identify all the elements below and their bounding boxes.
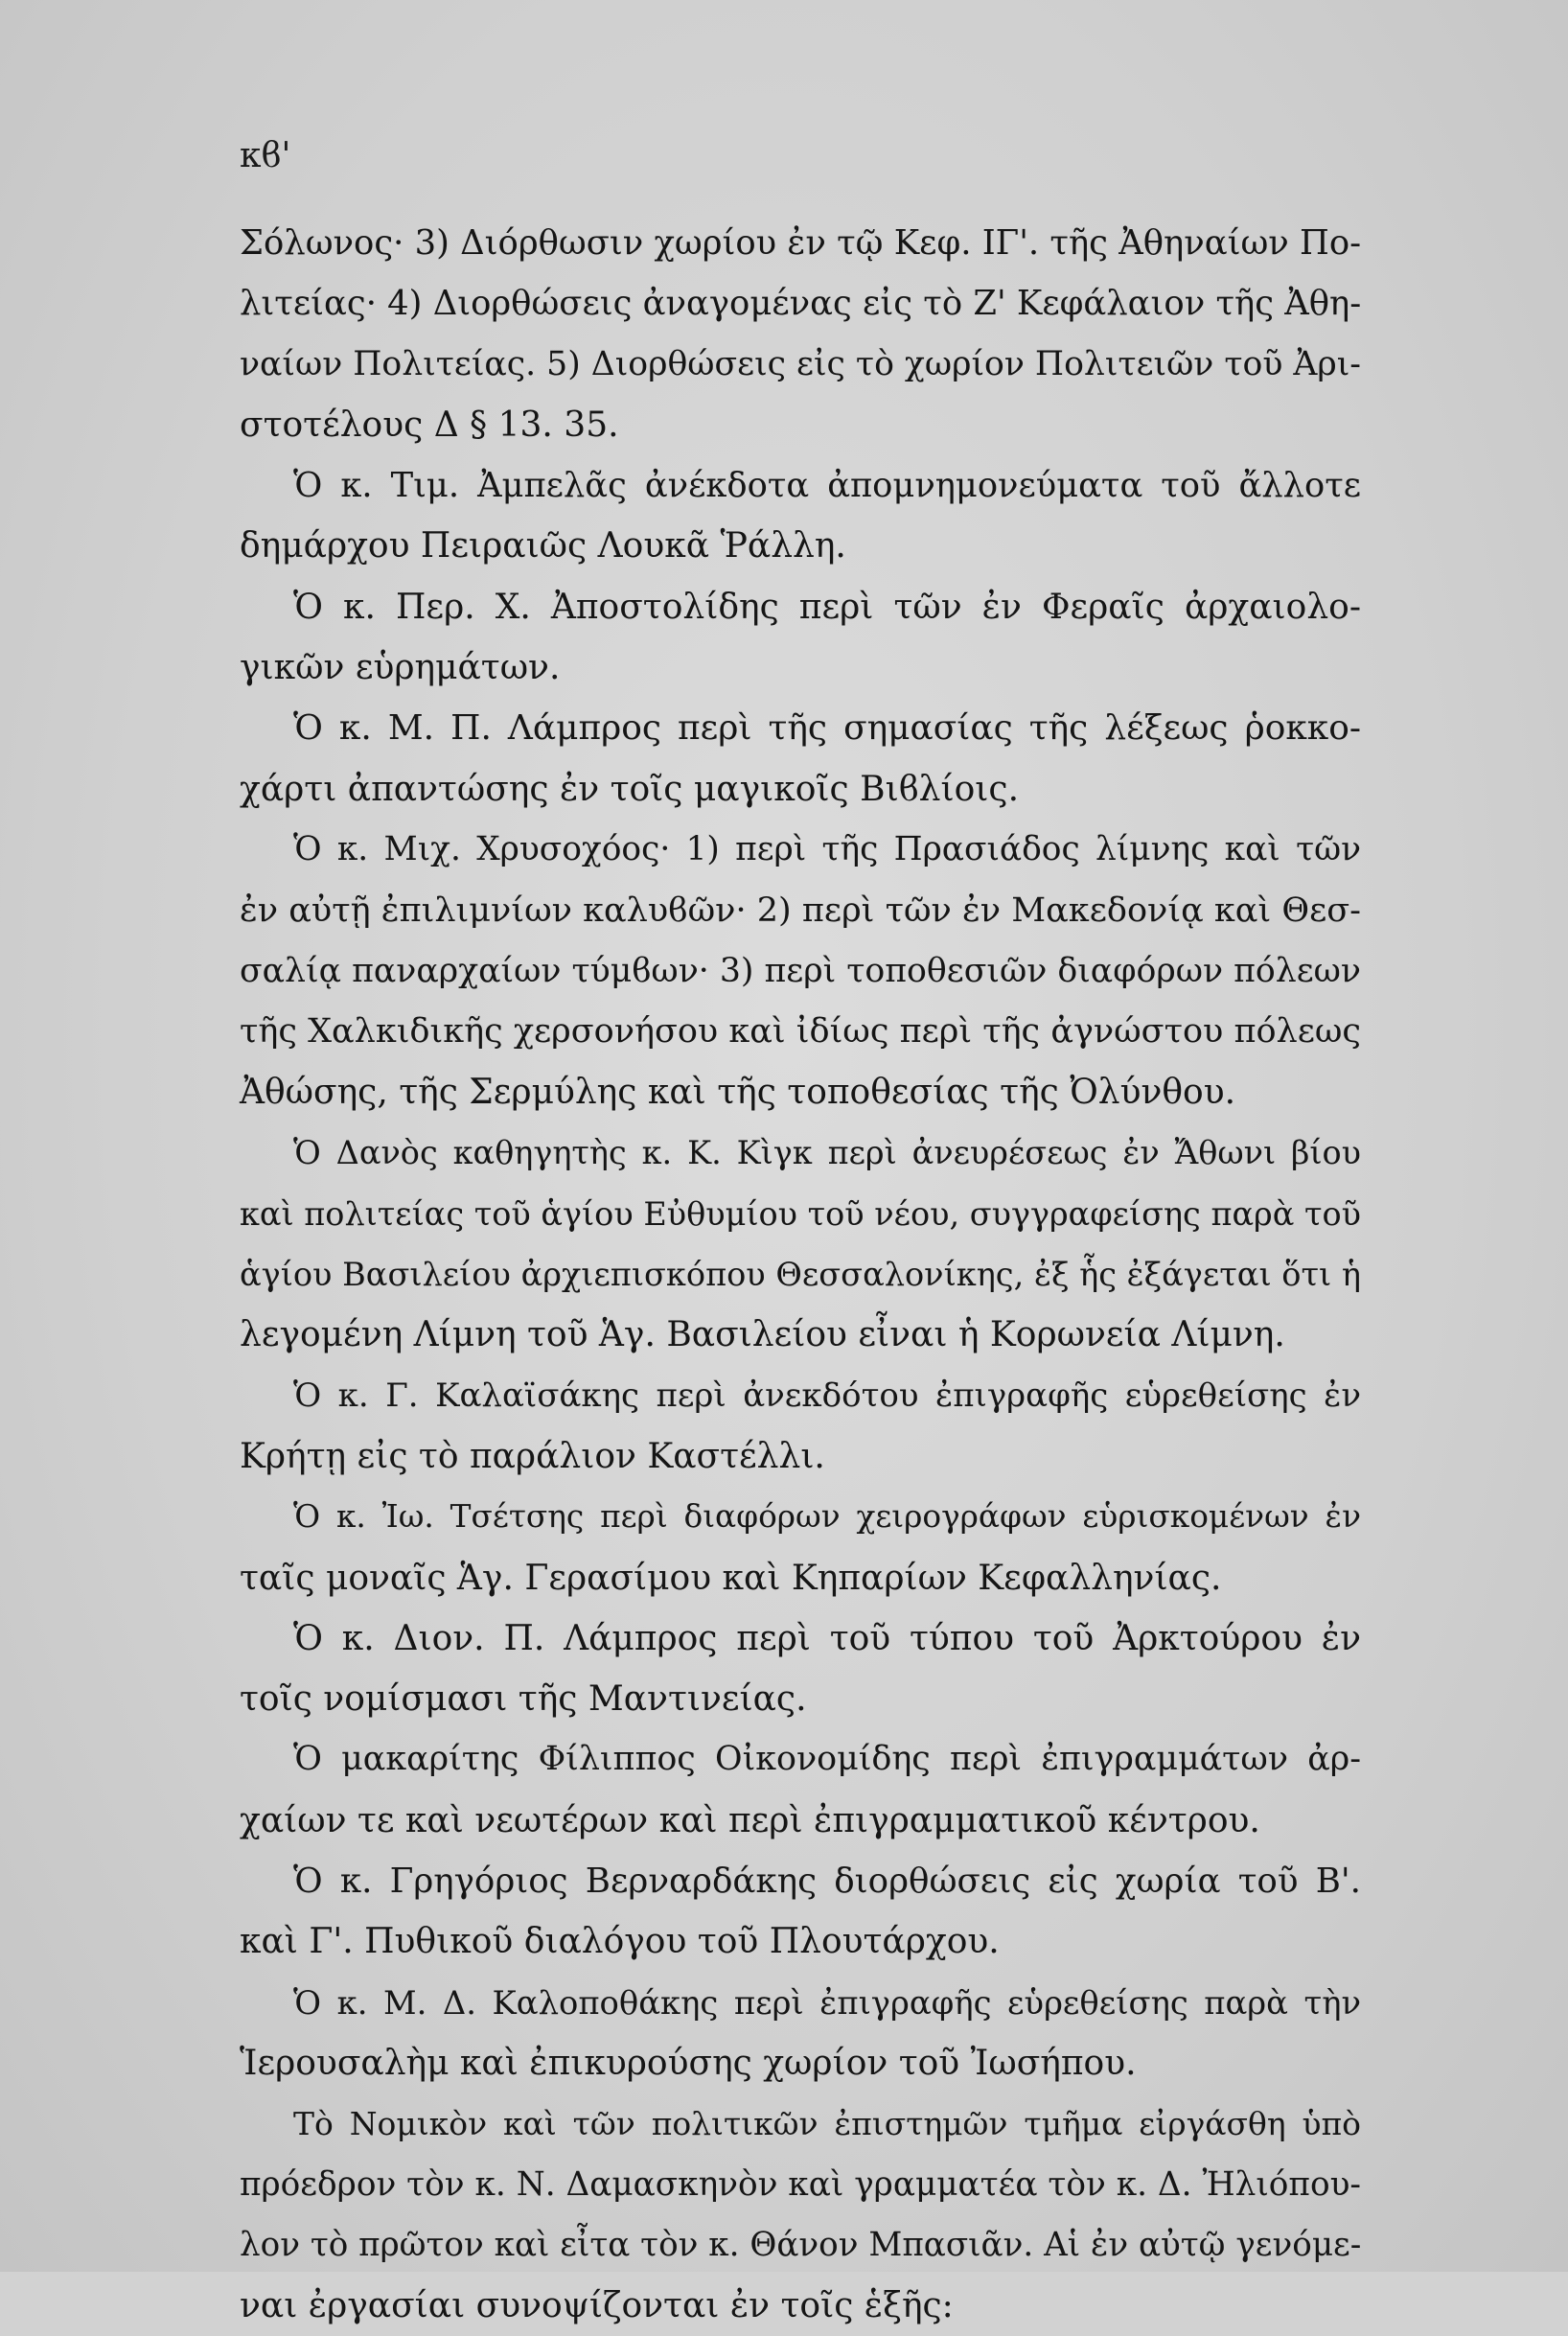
text-line: λεγομένη Λίμνη τοῦ Ἁγ. Βασιλείου εἶναι ἡ Κορωνεία Λίμνη. [240,1315,1285,1355]
text-line: ταῖς μοναῖς Ἁγ. Γερασίμου καὶ Κηπαρίων Κεφαλληνίας. [240,1558,1222,1598]
text-line: Ὁ κ. Διον. Π. Λάμπρος περὶ τοῦ τύπου τοῦ Ἀρκτούρου ἐν [293,1618,1361,1658]
text-line: Ὁ κ. Μιχ. Χρυσοχόος· 1) περὶ τῆς Πρασιάδος λίμνης καὶ τῶν [293,829,1361,868]
page-number: κϐ' [240,136,291,175]
text-line: σαλίᾳ παναρχαίων τύμϐων· 3) περὶ τοποθεσιῶν διαφόρων πόλεων [240,951,1361,990]
text-line: Ὁ κ. Τιμ. Ἀμπελᾶς ἀνέκδοτα ἀπομνημονεύματα τοῦ ἄλλοτε [293,466,1361,506]
text-line: Ἱερουσαλὴμ καὶ ἐπικυρούσης χωρίον τοῦ Ἰωσήπου. [240,2043,1137,2083]
text-line: Ὁ κ. Ἰω. Τσέτσης περὶ διαφόρων χειρογράφων εὑρισκομένων ἐν [293,1498,1361,1536]
text-line: τοῖς νομίσμασι τῆς Μαντινείας. [240,1679,807,1720]
text-line: στοτέλους Δ § 13. 35. [240,405,619,445]
text-line: Κρήτῃ εἰς τὸ παράλιον Καστέλλι. [240,1436,825,1476]
text-line: χαίων τε καὶ νεωτέρων καὶ περὶ ἐπιγραμματικοῦ κέντρου. [240,1800,1260,1840]
text-line: χάρτι ἀπαντώσης ἐν τοῖς μαγικοῖς Βιϐλίοις. [240,769,1020,809]
body-text [240,213,1361,2336]
text-line: Ὁ μακαρίτης Φίλιππος Οἰκονομίδης περὶ ἐπιγραμμάτων ἀρ- [293,1740,1361,1779]
text-line: γικῶν εὑρημάτων. [240,648,561,688]
text-line: λον τὸ πρῶτον καὶ εἶτα τὸν κ. Θάνον Μπασιᾶν. Αἱ ἐν αὐτῷ γενόμε- [240,2225,1362,2264]
text-line: δημάρχου Πειραιῶς Λουκᾶ Ῥάλλη. [240,526,846,567]
text-line: Ὁ κ. Μ. Δ. Καλοποθάκης περὶ ἐπιγραφῆς εὑρεθείσης παρὰ τὴν [293,1983,1361,2022]
text-line: Ἀθώσης, τῆς Σερμύλης καὶ τῆς τοποθεσίας τῆς Ὀλύνθου. [240,1073,1236,1113]
text-line: Ὁ κ. Γ. Καλαϊσάκης περὶ ἀνεκδότου ἐπιγραφῆς εὑρεθείσης ἐν [293,1376,1361,1415]
text-line: λιτείας· 4) Διορθώσεις ἀναγομένας εἰς τὸ Ζ' Κεφάλαιον τῆς Ἀθη- [240,284,1362,324]
text-line: Σόλωνος· 3) Διόρθωσιν χωρίου ἐν τῷ Κεφ. ΙΓ'. τῆς Ἀθηναίων Πο- [240,223,1362,263]
text-line: ἁγίου Βασιλείου ἀρχιεπισκόπου Θεσσαλονίκης, ἐξ ἧς ἐξάγεται ὅτι ἡ [240,1256,1361,1294]
text-line: καὶ Γ'. Πυθικοῦ διαλόγου τοῦ Πλουτάρχου. [240,1922,1000,1962]
text-line: τῆς Χαλκιδικῆς χερσονήσου καὶ ἰδίως περὶ τῆς ἀγνώστου πόλεως [240,1011,1361,1051]
text-line: ναι ἐργασίαι συνοψίζονται ἐν τοῖς ἑξῆς: [240,2286,954,2326]
text-line: ναίων Πολιτείας. 5) Διορθώσεις εἰς τὸ χωρίον Πολιτειῶν τοῦ Ἀρι- [240,344,1361,383]
text-line: Ὁ κ. Γρηγόριος Βερναρδάκης διορθώσεις εἰς χωρία τοῦ Β'. [293,1862,1361,1902]
text-line: Ὁ κ. Μ. Π. Λάμπρος περὶ τῆς σημασίας τῆς λέξεως ῥοκκο- [293,708,1361,749]
text-line: ἐν αὐτῇ ἐπιλιμνίων καλυϐῶν· 2) περὶ τῶν ἐν Μακεδονίᾳ καὶ Θεσ- [240,890,1361,931]
text-line: Ὁ Δανὸς καθηγητὴς κ. Κ. Κὶγκ περὶ ἀνευρέσεως ἐν Ἄθωνι βίου [293,1134,1361,1172]
text-line: καὶ πολιτείας τοῦ ἁγίου Εὐθυμίου τοῦ νέου, συγγραφείσης παρὰ τοῦ [240,1194,1361,1233]
text-line: πρόεδρον τὸν κ. Ν. Δαμασκηνὸν καὶ γραμματέα τὸν κ. Δ. Ἠλιόπου- [240,2164,1361,2204]
text-line: Τὸ Νομικὸν καὶ τῶν πολιτικῶν ἐπιστημῶν τμῆμα εἰργάσθη ὑπὸ [293,2105,1361,2143]
text-line: Ὁ κ. Περ. Χ. Ἀποστολίδης περὶ τῶν ἐν Φεραῖς ἀρχαιολο- [293,587,1361,627]
